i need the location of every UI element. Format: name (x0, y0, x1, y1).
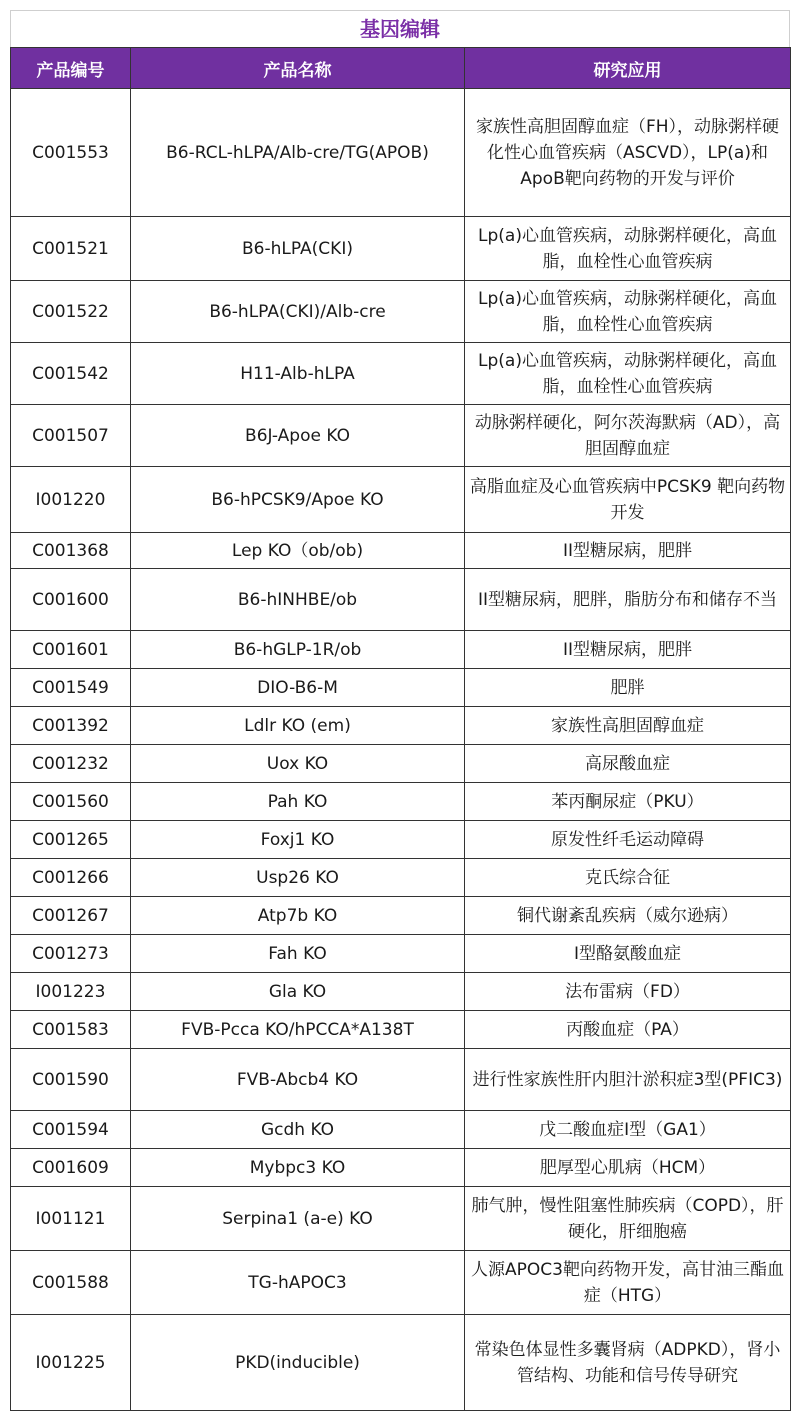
product-name-cell: B6J-Apoe KO (131, 405, 465, 467)
product-table (10, 47, 791, 1411)
product-id-cell: C001560 (11, 783, 131, 821)
research-application-cell: 人源APOC3靶向药物开发，高甘油三酯血症（HTG） (465, 1251, 791, 1315)
product-name-cell: B6-hPCSK9/Apoe KO (131, 467, 465, 533)
research-application-cell: I型酪氨酸血症 (465, 935, 791, 973)
product-name-cell: Serpina1 (a-e) KO (131, 1187, 465, 1251)
product-id-cell: C001522 (11, 281, 131, 343)
product-name-cell: B6-hLPA(CKI) (131, 217, 465, 281)
product-name-cell: Mybpc3 KO (131, 1149, 465, 1187)
research-application-cell: 铜代谢紊乱疾病（威尔逊病） (465, 897, 791, 935)
header-product-id: 产品编号 (11, 48, 131, 89)
research-application-cell: 戊二酸血症I型（GA1） (465, 1111, 791, 1149)
product-id-cell: C001583 (11, 1011, 131, 1049)
product-name-cell: B6-hLPA(CKI)/Alb-cre (131, 281, 465, 343)
research-application-cell: 高尿酸血症 (465, 745, 791, 783)
research-application-cell: 原发性纤毛运动障碍 (465, 821, 791, 859)
research-application-cell: 家族性高胆固醇血症（FH），动脉粥样硬化性心血管疾病（ASCVD），LP(a)和ApoB靶向药物的开发与评价 (465, 89, 791, 217)
product-name-cell: B6-hINHBE/ob (131, 569, 465, 631)
product-id-cell: C001507 (11, 405, 131, 467)
table-row (11, 783, 791, 821)
product-id-cell: C001588 (11, 1251, 131, 1315)
research-application-cell: 肥厚型心肌病（HCM） (465, 1149, 791, 1187)
product-id-cell: I001225 (11, 1315, 131, 1411)
table-row (11, 281, 791, 343)
table-row (11, 631, 791, 669)
product-name-cell: PKD(inducible) (131, 1315, 465, 1411)
product-id-cell: C001521 (11, 217, 131, 281)
product-name-cell: Uox KO (131, 745, 465, 783)
research-application-cell: Lp(a)心血管疾病，动脉粥样硬化，高血脂，血栓性心血管疾病 (465, 217, 791, 281)
table-row (11, 1187, 791, 1251)
table-row (11, 467, 791, 533)
research-application-cell: 家族性高胆固醇血症 (465, 707, 791, 745)
product-id-cell: I001223 (11, 973, 131, 1011)
research-application-cell: 肥胖 (465, 669, 791, 707)
product-id-cell: C001232 (11, 745, 131, 783)
table-row (11, 1251, 791, 1315)
product-name-cell: Gla KO (131, 973, 465, 1011)
research-application-cell: 肺气肿，慢性阻塞性肺疾病（COPD），肝硬化，肝细胞癌 (465, 1187, 791, 1251)
product-id-cell: C001594 (11, 1111, 131, 1149)
product-id-cell: C001368 (11, 533, 131, 569)
table-row (11, 821, 791, 859)
table-row (11, 1011, 791, 1049)
table-row (11, 533, 791, 569)
table-row (11, 1315, 791, 1411)
table-row (11, 405, 791, 467)
product-name-cell: B6-RCL-hLPA/Alb-cre/TG(APOB) (131, 89, 465, 217)
research-application-cell: 丙酸血症（PA） (465, 1011, 791, 1049)
product-id-cell: C001601 (11, 631, 131, 669)
table-row (11, 973, 791, 1011)
research-application-cell: Lp(a)心血管疾病，动脉粥样硬化，高血脂，血栓性心血管疾病 (465, 343, 791, 405)
product-id-cell: C001590 (11, 1049, 131, 1111)
research-application-cell: 高脂血症及心血管疾病中PCSK9 靶向药物开发 (465, 467, 791, 533)
research-application-cell: 常染色体显性多囊肾病（ADPKD），肾小管结构、功能和信号传导研究 (465, 1315, 791, 1411)
research-application-cell: II型糖尿病，肥胖 (465, 631, 791, 669)
research-application-cell: 动脉粥样硬化，阿尔茨海默病（AD），高胆固醇血症 (465, 405, 791, 467)
research-application-cell: II型糖尿病，肥胖，脂肪分布和储存不当 (465, 569, 791, 631)
product-name-cell: DIO-B6-M (131, 669, 465, 707)
table-row (11, 669, 791, 707)
table-row (11, 1111, 791, 1149)
table-row (11, 217, 791, 281)
product-id-cell: C001266 (11, 859, 131, 897)
research-application-cell: 进行性家族性肝内胆汁淤积症3型(PFIC3) (465, 1049, 791, 1111)
product-name-cell: H11-Alb-hLPA (131, 343, 465, 405)
product-name-cell: Ldlr KO (em) (131, 707, 465, 745)
product-name-cell: Fah KO (131, 935, 465, 973)
product-id-cell: C001609 (11, 1149, 131, 1187)
header-research-application: 研究应用 (465, 48, 791, 89)
product-name-cell: Foxj1 KO (131, 821, 465, 859)
product-id-cell: C001267 (11, 897, 131, 935)
product-name-cell: Usp26 KO (131, 859, 465, 897)
product-id-cell: C001549 (11, 669, 131, 707)
product-name-cell: Pah KO (131, 783, 465, 821)
product-name-cell: FVB-Abcb4 KO (131, 1049, 465, 1111)
table-row (11, 89, 791, 217)
table-row (11, 745, 791, 783)
product-id-cell: C001600 (11, 569, 131, 631)
table-row (11, 707, 791, 745)
table-row (11, 935, 791, 973)
table-row (11, 1149, 791, 1187)
product-id-cell: I001121 (11, 1187, 131, 1251)
table-row (11, 343, 791, 405)
research-application-cell: II型糖尿病，肥胖 (465, 533, 791, 569)
research-application-cell: 法布雷病（FD） (465, 973, 791, 1011)
product-name-cell: Lep KO（ob/ob) (131, 533, 465, 569)
table-title: 基因编辑 (10, 10, 790, 47)
product-id-cell: C001553 (11, 89, 131, 217)
table-row (11, 1049, 791, 1111)
research-application-cell: Lp(a)心血管疾病，动脉粥样硬化，高血脂，血栓性心血管疾病 (465, 281, 791, 343)
header-row (11, 48, 791, 89)
product-name-cell: FVB-Pcca KO/hPCCA*A138T (131, 1011, 465, 1049)
product-id-cell: I001220 (11, 467, 131, 533)
table-row (11, 569, 791, 631)
product-name-cell: TG-hAPOC3 (131, 1251, 465, 1315)
product-id-cell: C001273 (11, 935, 131, 973)
table-row (11, 859, 791, 897)
product-name-cell: B6-hGLP-1R/ob (131, 631, 465, 669)
product-id-cell: C001392 (11, 707, 131, 745)
table-container (10, 10, 790, 1411)
header-product-name: 产品名称 (131, 48, 465, 89)
product-name-cell: Atp7b KO (131, 897, 465, 935)
product-name-cell: Gcdh KO (131, 1111, 465, 1149)
product-id-cell: C001542 (11, 343, 131, 405)
product-id-cell: C001265 (11, 821, 131, 859)
research-application-cell: 克氏综合征 (465, 859, 791, 897)
table-row (11, 897, 791, 935)
research-application-cell: 苯丙酮尿症（PKU） (465, 783, 791, 821)
